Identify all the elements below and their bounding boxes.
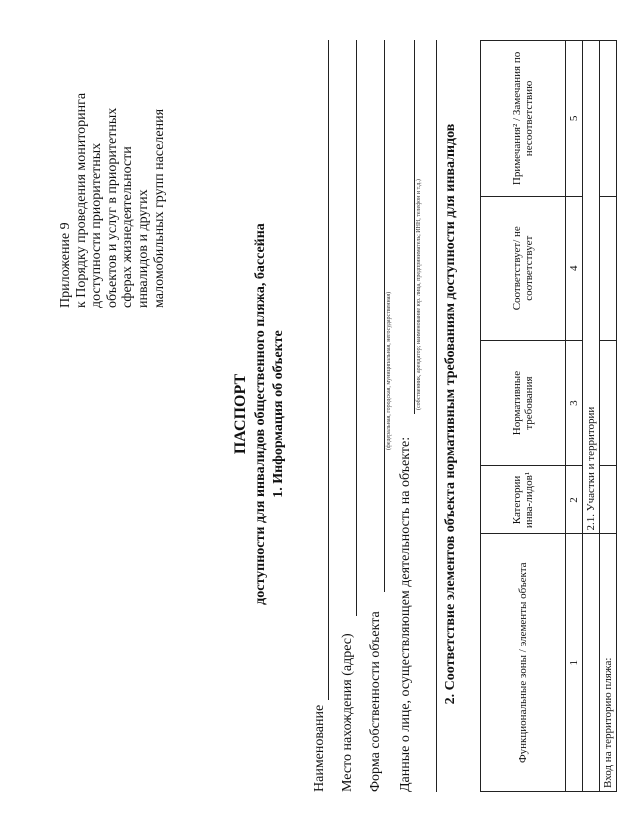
column-header: Примечания² / Замечания по несоответствию xyxy=(481,41,566,197)
field-name-label: Наименование xyxy=(312,704,327,792)
annex-line: доступности приоритетных xyxy=(89,142,105,308)
field-name-line[interactable] xyxy=(328,40,329,700)
column-number: 2 xyxy=(566,466,583,534)
column-header: Функциональные зоны / элементы объекта xyxy=(481,534,566,792)
table-row xyxy=(600,41,617,792)
subheading-row xyxy=(583,41,600,792)
document-title: ПАСПОРТ xyxy=(232,373,249,455)
annex-line: инвалидов и других xyxy=(135,189,151,308)
section-2-heading: 2. Соответствие элементов объекта нормативным требованиям доступности для инвалидов xyxy=(443,123,458,705)
field-extra-line[interactable] xyxy=(436,40,437,792)
annex-line: Приложение 9 xyxy=(58,222,73,308)
field-ownership-label: Форма собственности объекта xyxy=(368,611,383,792)
table-cell[interactable] xyxy=(600,41,617,197)
table-cell[interactable] xyxy=(600,466,617,534)
column-number: 4 xyxy=(566,196,583,340)
field-address-label: Место нахождения (адрес) xyxy=(340,633,355,792)
requirements-table xyxy=(480,40,617,792)
annex-line: объектов и услуг в приоритетных xyxy=(104,107,120,308)
annex-line: маломобильных групп населения xyxy=(151,108,167,308)
document-subtitle: доступности для инвалидов общественного пляжа, бассейна xyxy=(253,223,268,605)
table-cell[interactable] xyxy=(600,340,617,466)
column-number: 1 xyxy=(566,534,583,792)
table-cell[interactable] xyxy=(600,196,617,340)
field-operator-hint: (собственник, арендатор; наименование юр. лица, предприниматель; ИНН, телефон и т.д.) xyxy=(416,179,422,410)
annex-line: сферах жизнедеятельности xyxy=(120,146,136,308)
column-number-row xyxy=(566,41,583,792)
table-header-row xyxy=(481,41,566,792)
column-header: Соответствует/ не соответствует xyxy=(481,196,566,340)
field-operator-line[interactable] xyxy=(414,40,415,414)
column-header: Категории инва-лидов¹ xyxy=(481,466,566,534)
empty-cell xyxy=(583,534,600,792)
annex-note xyxy=(58,48,167,308)
field-address-line[interactable] xyxy=(356,40,357,616)
column-header: Нормативные требования xyxy=(481,340,566,466)
zone-cell: Вход на территорию пляжа: xyxy=(600,534,617,792)
section-1-heading: 1. Информация об объекте xyxy=(271,330,286,498)
column-number: 3 xyxy=(566,340,583,466)
column-number: 5 xyxy=(566,41,583,197)
annex-line: к Порядку проведения мониторинга xyxy=(73,92,89,308)
field-operator-label: Данные о лице, осуществляющем деятельность на объекте: xyxy=(398,436,413,792)
field-ownership-line[interactable] xyxy=(384,40,385,592)
subheading-cell: 2.1. Участки и территории xyxy=(583,41,600,534)
field-ownership-hint: (федеральная, городская, муниципальная, негосударственная) xyxy=(386,291,392,450)
